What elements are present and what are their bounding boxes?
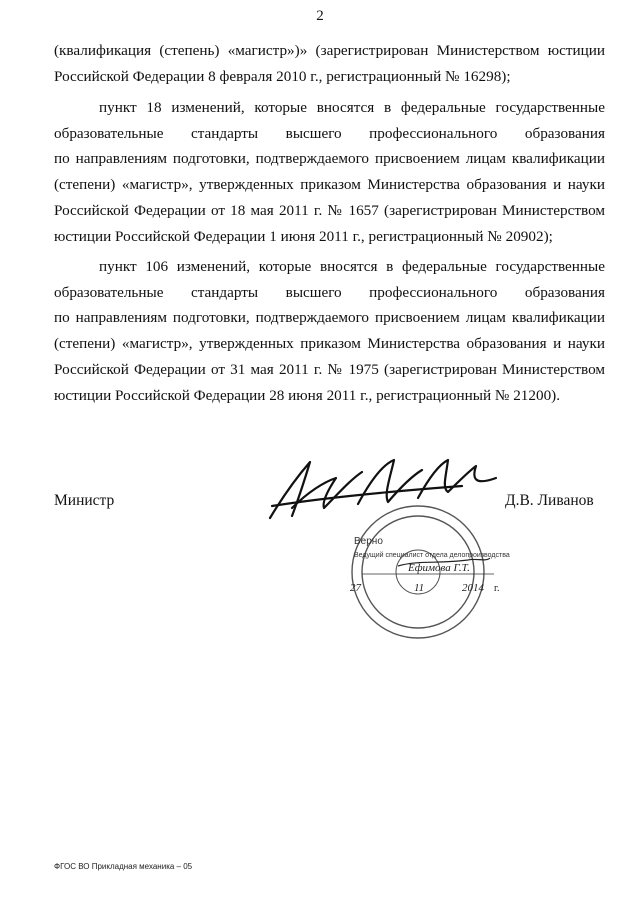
paragraph-line: Российской Федерации от 18 мая 2011 г. № 1657 (зарегистрирован Министерством (54, 201, 605, 219)
stamp-text: Ефимова Г.Т. (408, 562, 470, 574)
paragraph-line: Российской Федерации от 31 мая 2011 г. № 1975 (зарегистрирован Министерством (54, 360, 605, 378)
stamp-suffix: г. (494, 583, 500, 594)
stamp-month: 11 (414, 582, 425, 594)
paragraph-line: по направлениям подготовки, подтверждаемого присвоением лицам квалификации (54, 150, 605, 168)
page-number: 2 (316, 8, 324, 24)
paragraph-line: по направлениям подготовки, подтверждаемого присвоением лицам квалификации (54, 309, 605, 327)
stamp-text: Верно (354, 536, 383, 547)
stamp-text: Ведущий специалист отдела делопроизводства (354, 552, 510, 559)
paragraph-line: пункт 18 изменений, которые вносятся в федеральные государственные (99, 99, 605, 116)
footer-label: ФГОС ВО Прикладная механика – 05 (54, 862, 193, 871)
paragraph-line: (степени) «магистр», утвержденных приказом Министерства образования и науки (54, 176, 605, 194)
stamp-day: 27 (350, 582, 361, 594)
paragraph-2 (54, 95, 605, 249)
paragraph-line: образовательные стандарты высшего профессионального образования (54, 124, 605, 142)
paragraph-line: юстиции Российской Федерации 1 июня 2011 г., регистрационный № 20902); (54, 227, 553, 245)
paragraph-3 (54, 254, 605, 408)
stamp-year: 2014 (462, 582, 484, 594)
certification-stamp (318, 500, 528, 655)
paragraph-line: пункт 106 изменений, которые вносятся в федеральные государственные (99, 258, 605, 275)
paragraph-line: образовательные стандарты высшего профессионального образования (54, 283, 605, 301)
paragraph-1 (54, 38, 605, 89)
paragraph-line: Российской Федерации 8 февраля 2010 г., регистрационный № 16298); (54, 67, 511, 85)
signatory-title: Министр (54, 492, 115, 509)
signatory-name: Д.В. Ливанов (505, 492, 594, 509)
paragraph-line: юстиции Российской Федерации 28 июня 2011 г., регистрационный № 21200). (54, 386, 561, 404)
paragraph-line: (степени) «магистр», утвержденных приказом Министерства образования и науки (54, 335, 605, 353)
paragraph-line: (квалификация (степень) «магистр»)» (зарегистрирован Министерством юстиции (54, 42, 605, 59)
